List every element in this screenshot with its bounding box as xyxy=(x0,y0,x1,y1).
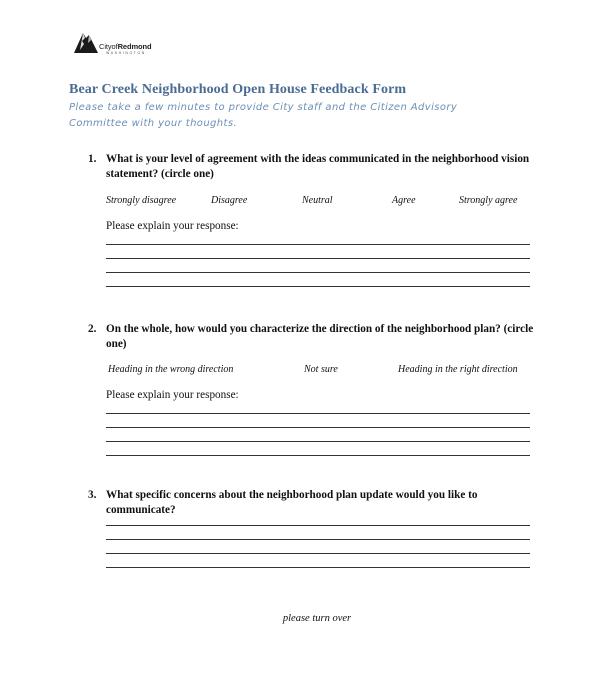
response-line[interactable] xyxy=(106,258,530,259)
response-line[interactable] xyxy=(106,455,530,456)
logo-subtitle: WASHINGTON xyxy=(106,51,146,55)
question-text: On the whole, how would you characterize the direction of the neighborhood plan? (circle one) xyxy=(106,323,534,350)
response-line[interactable] xyxy=(106,441,530,442)
response-line[interactable] xyxy=(106,427,530,428)
explain-label: Please explain your response: xyxy=(106,389,239,401)
response-line[interactable] xyxy=(106,272,530,273)
option-strongly-agree[interactable]: Strongly agree xyxy=(459,195,518,206)
city-logo xyxy=(72,28,182,58)
response-line[interactable] xyxy=(106,413,530,414)
response-line[interactable] xyxy=(106,286,530,287)
option-right-direction[interactable]: Heading in the right direction xyxy=(398,364,518,375)
question-text: What is your level of agreement with the ideas communicated in the neighborhood vision statement? (circle one) xyxy=(106,153,530,180)
question-number: 1. xyxy=(88,153,97,165)
response-line[interactable] xyxy=(106,553,530,554)
form-subtitle: Please take a few minutes to provide City staff and the Citizen Advisory Committee with your thoughts. xyxy=(69,102,458,129)
explain-label: Please explain your response: xyxy=(106,220,239,232)
page-footer-note: please turn over xyxy=(282,613,352,624)
option-neutral[interactable]: Neutral xyxy=(302,195,333,206)
response-line[interactable] xyxy=(106,244,530,245)
response-line[interactable] xyxy=(106,525,530,526)
logo-wordmark: CityofRedmond xyxy=(99,42,152,51)
option-strongly-disagree[interactable]: Strongly disagree xyxy=(106,195,177,206)
option-wrong-direction[interactable]: Heading in the wrong direction xyxy=(108,364,234,375)
question-number: 3. xyxy=(88,489,97,501)
form-title: Bear Creek Neighborhood Open House Feedback Form xyxy=(69,82,407,97)
option-agree[interactable]: Agree xyxy=(392,195,416,206)
question-text: What specific concerns about the neighborhood plan update would you like to communicate? xyxy=(106,489,478,516)
response-line[interactable] xyxy=(106,539,530,540)
option-disagree[interactable]: Disagree xyxy=(211,195,248,206)
question-number: 2. xyxy=(88,323,97,335)
mountain-logo-icon xyxy=(72,28,100,56)
response-line[interactable] xyxy=(106,567,530,568)
option-not-sure[interactable]: Not sure xyxy=(304,364,338,375)
